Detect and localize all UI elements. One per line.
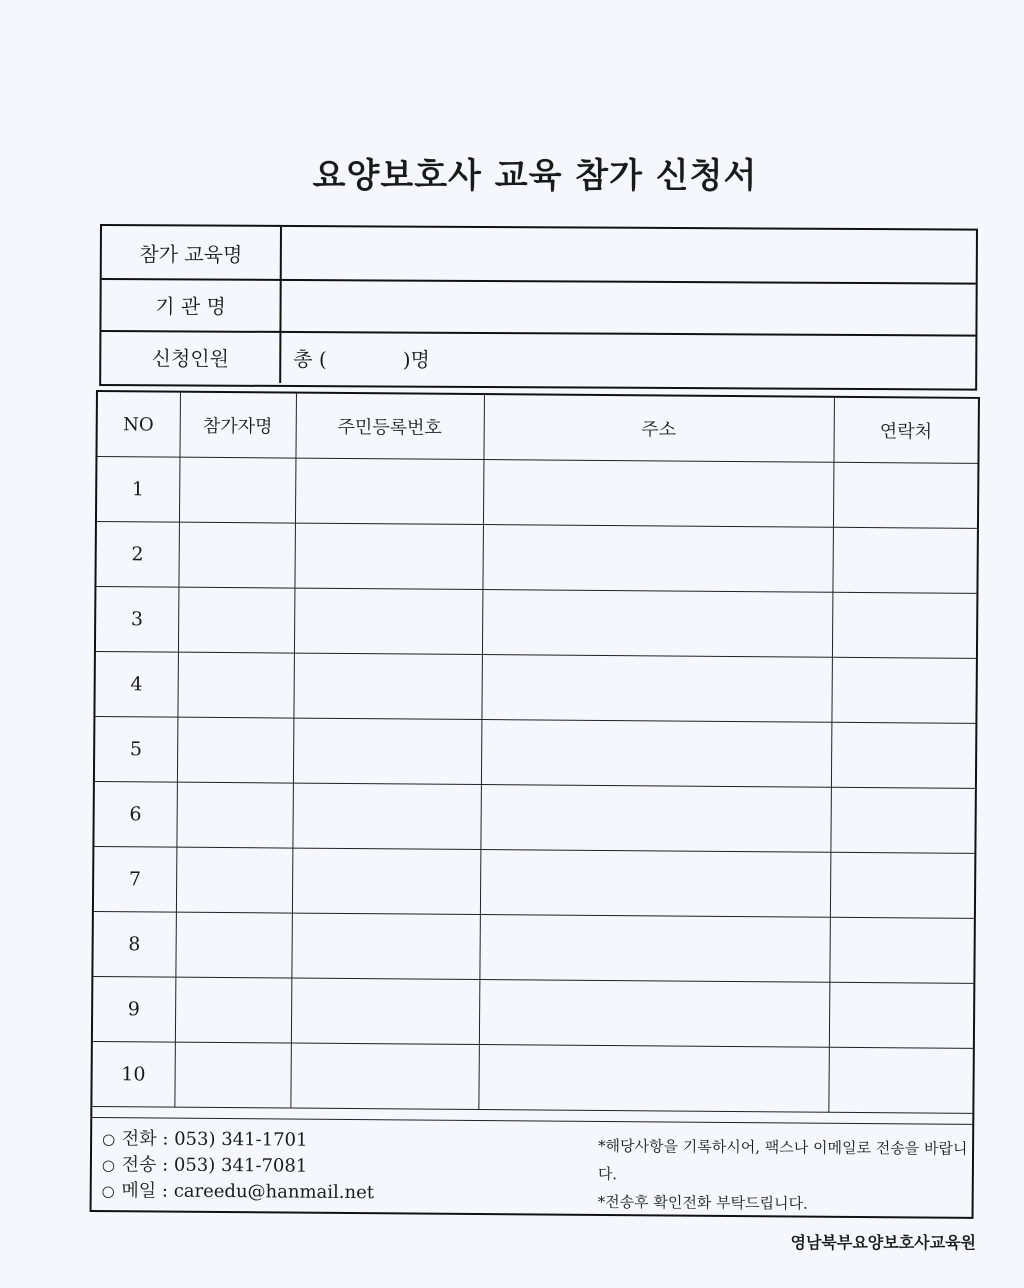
table-row (94, 847, 974, 919)
count-suffix: )명 (402, 347, 430, 372)
contact-value: 053) 341-7081 (173, 1154, 308, 1177)
contact-label: 전송 (121, 1154, 157, 1176)
cell-name[interactable] (176, 782, 293, 848)
table-row (93, 976, 973, 1048)
note-line: *해당사항을 기록하시어, 팩스나 이메일로 전송을 바랍니다. (597, 1136, 968, 1184)
cell-id-number[interactable] (293, 718, 482, 784)
cell-name[interactable] (176, 847, 293, 913)
cell-contact[interactable] (831, 657, 976, 723)
cell-id-number[interactable] (294, 588, 483, 654)
cell-address[interactable] (481, 655, 831, 723)
contact-value[interactable]: careedu@hanmail.net (173, 1180, 375, 1204)
cell-id-number[interactable] (293, 653, 482, 719)
row-number: 8 (93, 911, 176, 977)
header-no: NO (97, 392, 180, 457)
table-row (92, 1041, 972, 1113)
note-line: *전송후 확인전화 부탁드립니다. (597, 1192, 808, 1213)
header-address: 주소 (483, 395, 833, 462)
count-prefix: 총 ( (293, 346, 327, 371)
form-footer (92, 1117, 973, 1217)
row-number: 6 (94, 782, 177, 848)
info-box (99, 224, 978, 391)
row-number: 10 (92, 1041, 175, 1107)
table-row (96, 522, 976, 594)
count-row (101, 330, 975, 387)
table-row (94, 782, 974, 854)
cell-name[interactable] (179, 457, 296, 523)
course-label: 참가 교육명 (102, 226, 282, 279)
circle-bullet-icon: ○ (102, 1130, 116, 1149)
table-row (93, 911, 973, 983)
org-row (101, 278, 975, 337)
row-number: 5 (95, 717, 178, 783)
contact-label: 메일 (121, 1180, 157, 1202)
cell-contact[interactable] (830, 852, 975, 918)
cell-name[interactable] (174, 1042, 291, 1108)
cell-contact[interactable] (831, 722, 976, 788)
cell-address[interactable] (481, 720, 831, 788)
table-row (96, 587, 976, 659)
cell-contact[interactable] (829, 917, 974, 983)
cell-id-number[interactable] (292, 848, 481, 914)
table-header-row (97, 392, 977, 463)
cell-id-number[interactable] (294, 523, 483, 589)
contact-phone: ○ 전화 : 053) 341-1701 (102, 1126, 375, 1154)
contact-fax: ○ 전송 : 053) 341-7081 (102, 1152, 375, 1180)
table-row (97, 457, 977, 529)
participant-table-box (90, 390, 980, 1219)
cell-id-number[interactable] (295, 458, 484, 524)
count-field[interactable] (293, 331, 430, 384)
org-label: 기 관 명 (101, 278, 281, 331)
table-row (95, 717, 975, 789)
cell-name[interactable] (175, 977, 292, 1043)
cell-name[interactable] (178, 587, 295, 653)
participant-table (92, 392, 978, 1114)
cell-address[interactable] (482, 590, 832, 658)
cell-contact[interactable] (830, 787, 975, 853)
cell-id-number[interactable] (291, 913, 480, 979)
cell-id-number[interactable] (290, 1043, 479, 1109)
cell-contact[interactable] (828, 1047, 973, 1113)
cell-id-number[interactable] (291, 978, 480, 1044)
contact-value: 053) 341-1701 (174, 1128, 308, 1151)
cell-name[interactable] (175, 912, 292, 978)
cell-address[interactable] (479, 915, 829, 983)
row-number: 4 (95, 652, 178, 718)
row-number: 3 (96, 587, 179, 653)
cell-name[interactable] (177, 717, 294, 783)
cell-name[interactable] (178, 522, 295, 588)
contact-email: ○ 메일 : careedu@hanmail.net (102, 1178, 375, 1206)
form-title: 요양보호사 교육 참가 신청서 (312, 156, 758, 196)
organization-name: 영남북부요양보호사교육원 (790, 1233, 976, 1252)
cell-address[interactable] (478, 1045, 828, 1113)
contact-info (102, 1126, 375, 1206)
instruction-notes (598, 1132, 969, 1219)
cell-contact[interactable] (832, 527, 977, 593)
circle-bullet-icon: ○ (101, 1156, 116, 1175)
row-number: 9 (93, 976, 176, 1042)
cell-contact[interactable] (832, 592, 977, 658)
cell-address[interactable] (479, 980, 829, 1048)
table-row (95, 652, 975, 724)
cell-id-number[interactable] (292, 783, 481, 849)
course-row (102, 226, 976, 285)
count-label: 신청인원 (101, 330, 281, 383)
row-number: 2 (96, 522, 179, 588)
row-number: 7 (94, 847, 177, 913)
cell-contact[interactable] (833, 462, 978, 528)
header-id-number: 주민등록번호 (295, 394, 484, 460)
cell-address[interactable] (483, 460, 833, 528)
cell-address[interactable] (482, 525, 832, 593)
header-name: 참가자명 (179, 393, 296, 458)
circle-bullet-icon: ○ (101, 1182, 115, 1201)
cell-contact[interactable] (829, 982, 974, 1048)
cell-address[interactable] (480, 785, 830, 853)
cell-address[interactable] (480, 850, 830, 918)
header-contact: 연락처 (833, 398, 978, 464)
contact-label: 전화 (121, 1128, 157, 1150)
row-number: 1 (97, 457, 180, 523)
cell-name[interactable] (177, 652, 294, 718)
